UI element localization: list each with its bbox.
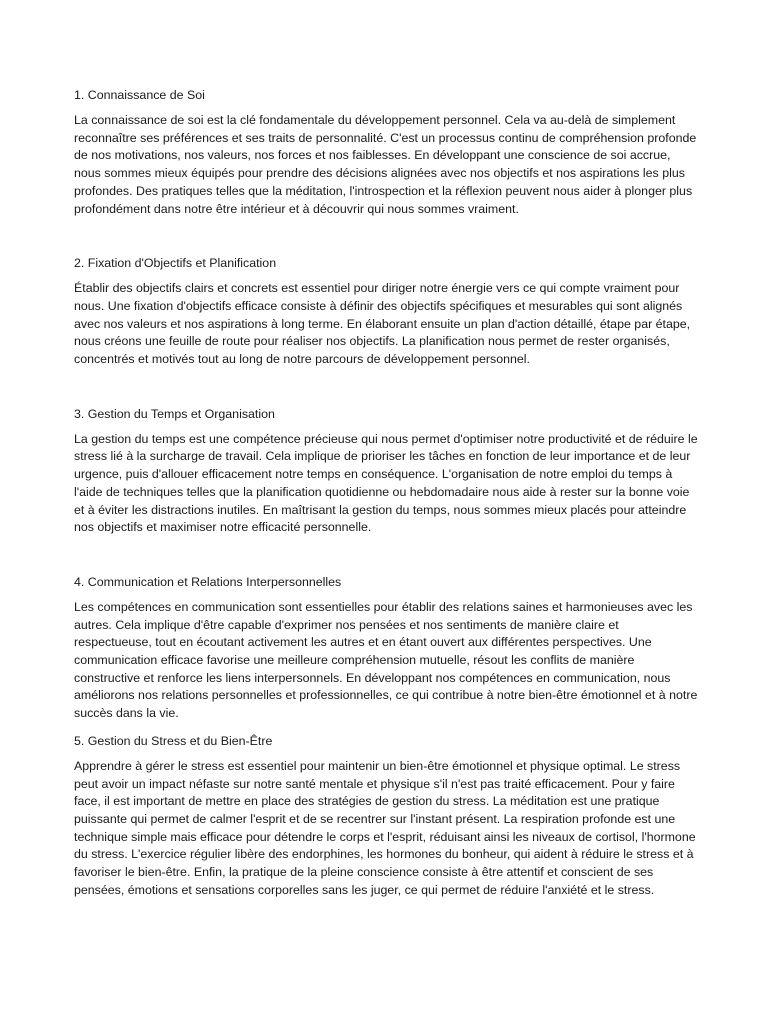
section-body: La gestion du temps est une compétence précieuse qui nous permet d'optimiser notre productivité et de réduire le stress lié à la surcharge de travail. Cela implique de prioriser les tâches en fonction de leur importance et de leur urgence, puis d'allouer efficacement notre temps en conséquence. L'organisation de notre emploi du temps à l'aide de techniques telles que la planification quotidienne ou hebdomadaire nous aide à rester sur la bonne voie et à éviter les distractions inutiles. En maîtrisant la gestion du temps, nous sommes mieux placés pour atteindre nos objectifs et maximiser notre efficacité personnelle. <box>74 431 698 535</box>
section-objectifs-planification <box>74 254 698 369</box>
section-gestion-stress <box>74 732 698 900</box>
section-body: Établir des objectifs clairs et concrets est essentiel pour diriger notre énergie vers ce qui compte vraiment pour nous. Une fixation d'objectifs efficace consiste à définir des objectifs spécifiques et mesurables qui sont alignés avec nos valeurs et nos aspirations à long terme. En élaborant ensuite un plan d'action détaillé, étape par étape, nous créons une feuille de route pour réaliser nos objectifs. La planification nous permet de rester organisés, concentrés et motivés tout au long de notre parcours de développement personnel. <box>74 281 691 367</box>
section-heading: 4. Communication et Relations Interpersonnelles <box>74 574 342 589</box>
section-heading: 3. Gestion du Temps et Organisation <box>74 406 275 421</box>
section-connaissance-de-soi <box>74 86 698 218</box>
section-heading: 5. Gestion du Stress et du Bien-Être <box>74 733 273 748</box>
section-body: Apprendre à gérer le stress est essentiel pour maintenir un bien-être émotionnel et physique optimal. Le stress peut avoir un impact néfaste sur notre santé mentale et physique s'il n'est pas traité efficacement. Pour y faire face, il est important de mettre en place des stratégies de gestion du stress. La méditation est une pratique puissante qui permet de calmer l'esprit et de se recentrer sur l'instant présent. La respiration profonde est une technique simple mais efficace pour détendre le corps et l'esprit, réduisant ainsi les niveaux de cortisol, l'hormone du stress. L'exercice régulier libère des endorphines, les hormones du bonheur, qui aident à réduire le stress et à favoriser le bien-être. Enfin, la pratique de la pleine conscience consiste à être attentif et conscient de ses pensées, émotions et sensations corporelles sans les juger, ce qui permet de réduire l'anxiété et le stress. <box>74 758 696 897</box>
section-spacer <box>74 369 698 405</box>
section-heading: 2. Fixation d'Objectifs et Planification <box>74 256 277 271</box>
section-heading: 1. Connaissance de Soi <box>74 88 205 102</box>
section-spacer <box>74 723 698 732</box>
section-gestion-temps <box>74 405 698 537</box>
section-body: La connaissance de soi est la clé fondamentale du développement personnel. Cela va au-delà de simplement reconnaître ses préférences et ses traits de personnalité. C'est un processus continu de compréhension profonde de nos motivations, nos valeurs, nos forces et nos faiblesses. En développant une conscience de soi accrue, nous sommes mieux équipés pour prendre des décisions alignées avec nos objectifs et nos aspirations les plus profondes. Des pratiques telles que la méditation, l'introspection et la réflexion peuvent nous aider à plonger plus profondément dans notre être intérieur et à découvrir qui nous sommes vraiment. <box>74 113 697 216</box>
section-communication <box>74 573 698 723</box>
section-body: Les compétences en communication sont essentielles pour établir des relations saines et harmonieuses avec les autres. Cela implique d'être capable d'exprimer nos pensées et nos sentiments de manière claire et respectueuse, tout en écoutant activement les autres et en étant ouvert aux différentes perspectives. Une communication efficace favorise une meilleure compréhension mutuelle, résout les conflits de manière constructive et renforce les liens interpersonnels. En développant nos compétences en communication, nous améliorons nos relations personnelles et professionnelles, ce qui contribue à notre bien-être émotionnel et à notre succès dans la vie. <box>74 599 698 721</box>
section-spacer <box>74 537 698 573</box>
section-spacer <box>74 218 698 254</box>
